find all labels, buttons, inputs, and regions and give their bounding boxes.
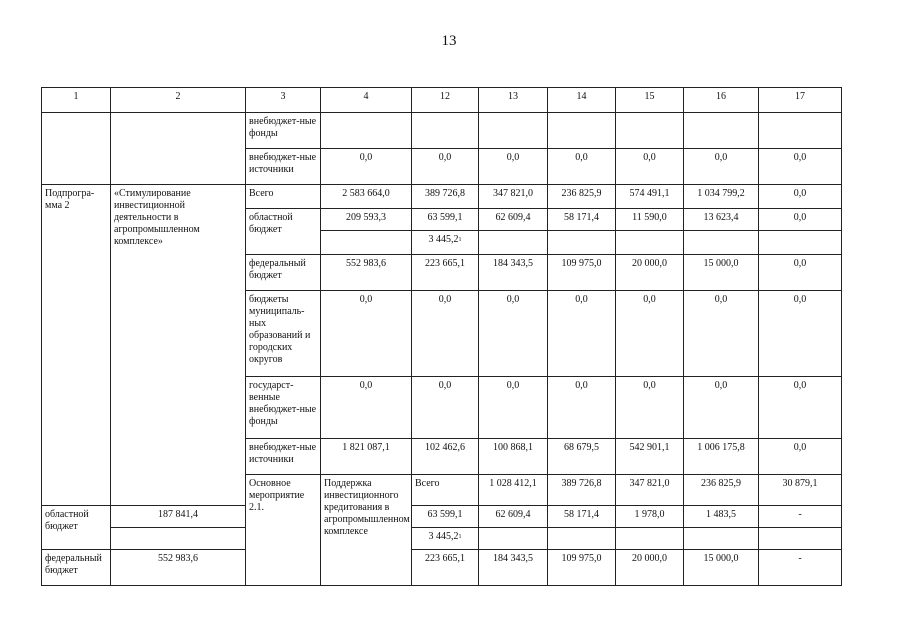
value-cell: 0,0 xyxy=(548,149,616,185)
funding-source: бюджеты муниципаль-ных образований и городских округов xyxy=(246,291,321,377)
value-cell: 236 825,9 xyxy=(548,185,616,209)
header-cell: 1 xyxy=(42,88,111,113)
value-cell: 62 609,4 xyxy=(479,209,548,231)
value-cell: 0,0 xyxy=(321,149,412,185)
value-cell: 15 000,0 xyxy=(684,550,759,586)
value-cell: 184 343,5 xyxy=(479,550,548,586)
value-cell: 0,0 xyxy=(548,377,616,439)
value-cell: 68 679,5 xyxy=(548,439,616,475)
value-cell: 347 821,0 xyxy=(479,185,548,209)
value-cell: 11 590,0 xyxy=(616,209,684,231)
value-cell xyxy=(616,231,684,255)
value-cell: 100 868,1 xyxy=(479,439,548,475)
value-cell: 552 983,6 xyxy=(321,255,412,291)
value-cell: 187 841,4 xyxy=(111,506,246,528)
value-cell xyxy=(684,528,759,550)
value-cell: 1 006 175,8 xyxy=(684,439,759,475)
value-cell: 0,0 xyxy=(412,377,479,439)
value-cell: 0,0 xyxy=(759,439,842,475)
header-cell: 4 xyxy=(321,88,412,113)
table-row xyxy=(42,113,842,149)
table-row xyxy=(42,506,842,528)
value-cell: 58 171,4 xyxy=(548,506,616,528)
value-cell: 0,0 xyxy=(759,149,842,185)
funding-source: внебюджет-ные источники xyxy=(246,439,321,475)
header-cell: 3 xyxy=(246,88,321,113)
value-cell: 223 665,1 xyxy=(412,550,479,586)
header-cell: 16 xyxy=(684,88,759,113)
value-cell xyxy=(548,113,616,149)
table-row xyxy=(42,550,842,586)
value-cell xyxy=(321,113,412,149)
footnote-mark: 1 xyxy=(458,534,462,540)
value-cell: 0,0 xyxy=(321,291,412,377)
header-cell: 2 xyxy=(111,88,246,113)
activity-title: Поддержка инвестиционного кредитования в агропромышленном комплексе xyxy=(321,475,412,586)
value-cell xyxy=(548,528,616,550)
activity-code: Основное мероприятие 2.1. xyxy=(246,475,321,586)
funding-source: Всего xyxy=(246,185,321,209)
value-cell-extra xyxy=(412,231,479,255)
funding-source: областной бюджет xyxy=(246,209,321,255)
value-cell: 0,0 xyxy=(412,149,479,185)
value-cell: 0,0 xyxy=(548,291,616,377)
value-cell: 552 983,6 xyxy=(111,550,246,586)
value-cell: 1 034 799,2 xyxy=(684,185,759,209)
value-cell: 1 028 412,1 xyxy=(479,475,548,506)
value-cell: 15 000,0 xyxy=(684,255,759,291)
budget-table xyxy=(41,87,842,586)
value-cell: 58 171,4 xyxy=(548,209,616,231)
value-cell: 347 821,0 xyxy=(616,475,684,506)
funding-source: внебюджет-ные фонды xyxy=(246,113,321,149)
value-cell: 542 901,1 xyxy=(616,439,684,475)
header-cell: 12 xyxy=(412,88,479,113)
funding-source: внебюджет-ные источники xyxy=(246,149,321,185)
value-cell: 109 975,0 xyxy=(548,550,616,586)
program-code: Подпрогра-мма 2 xyxy=(42,185,111,506)
value-cell: 0,0 xyxy=(759,377,842,439)
value-cell: 20 000,0 xyxy=(616,550,684,586)
value-cell: 0,0 xyxy=(684,291,759,377)
value-cell: 0,0 xyxy=(684,149,759,185)
value-cell xyxy=(759,231,842,255)
value-cell: 63 599,1 xyxy=(412,506,479,528)
value-cell xyxy=(111,528,246,550)
header-cell: 15 xyxy=(616,88,684,113)
value-cell xyxy=(684,113,759,149)
header-cell: 17 xyxy=(759,88,842,113)
extra-value: 3 445,2 xyxy=(428,234,459,245)
funding-source: Всего xyxy=(412,475,479,506)
cell-empty xyxy=(42,113,111,185)
value-cell: - xyxy=(759,550,842,586)
value-cell xyxy=(479,113,548,149)
value-cell xyxy=(759,113,842,149)
value-cell: 109 975,0 xyxy=(548,255,616,291)
value-cell: 1 483,5 xyxy=(684,506,759,528)
value-cell: 0,0 xyxy=(616,149,684,185)
value-cell xyxy=(616,113,684,149)
funding-source: областной бюджет xyxy=(42,506,111,550)
value-cell-extra xyxy=(412,528,479,550)
header-cell: 13 xyxy=(479,88,548,113)
table-row xyxy=(42,185,842,209)
value-cell xyxy=(548,231,616,255)
value-cell: 1 978,0 xyxy=(616,506,684,528)
value-cell: 0,0 xyxy=(479,377,548,439)
value-cell: 0,0 xyxy=(321,377,412,439)
value-cell: 389 726,8 xyxy=(548,475,616,506)
extra-value: 3 445,2 xyxy=(428,531,459,542)
value-cell xyxy=(684,231,759,255)
value-cell: 0,0 xyxy=(759,255,842,291)
value-cell xyxy=(616,528,684,550)
cell-empty xyxy=(111,113,246,185)
value-cell: 236 825,9 xyxy=(684,475,759,506)
value-cell: 0,0 xyxy=(479,149,548,185)
value-cell xyxy=(321,231,412,255)
funding-source: федеральный бюджет xyxy=(42,550,111,586)
funding-source: федеральный бюджет xyxy=(246,255,321,291)
value-cell: 209 593,3 xyxy=(321,209,412,231)
value-cell: 20 000,0 xyxy=(616,255,684,291)
value-cell: 13 623,4 xyxy=(684,209,759,231)
value-cell: 0,0 xyxy=(616,377,684,439)
value-cell: 0,0 xyxy=(684,377,759,439)
value-cell: - xyxy=(759,506,842,528)
value-cell: 574 491,1 xyxy=(616,185,684,209)
value-cell: 0,0 xyxy=(616,291,684,377)
footnote-mark: 1 xyxy=(458,237,462,243)
table-row xyxy=(42,528,842,550)
value-cell: 0,0 xyxy=(759,291,842,377)
value-cell: 2 583 664,0 xyxy=(321,185,412,209)
value-cell: 389 726,8 xyxy=(412,185,479,209)
value-cell: 0,0 xyxy=(412,291,479,377)
value-cell xyxy=(759,528,842,550)
funding-source: государст-венные внебюджет-ные фонды xyxy=(246,377,321,439)
page-number: 13 xyxy=(441,33,457,49)
program-title: «Стимулирование инвестиционной деятельности в агропромышленном комплексе» xyxy=(111,185,246,506)
header-cell: 14 xyxy=(548,88,616,113)
value-cell: 0,0 xyxy=(759,185,842,209)
value-cell: 1 821 087,1 xyxy=(321,439,412,475)
value-cell: 63 599,1 xyxy=(412,209,479,231)
value-cell xyxy=(479,528,548,550)
value-cell: 184 343,5 xyxy=(479,255,548,291)
value-cell: 102 462,6 xyxy=(412,439,479,475)
value-cell: 223 665,1 xyxy=(412,255,479,291)
value-cell xyxy=(479,231,548,255)
value-cell xyxy=(412,113,479,149)
value-cell: 0,0 xyxy=(759,209,842,231)
value-cell: 30 879,1 xyxy=(759,475,842,506)
header-row xyxy=(42,88,842,113)
value-cell: 62 609,4 xyxy=(479,506,548,528)
value-cell: 0,0 xyxy=(479,291,548,377)
